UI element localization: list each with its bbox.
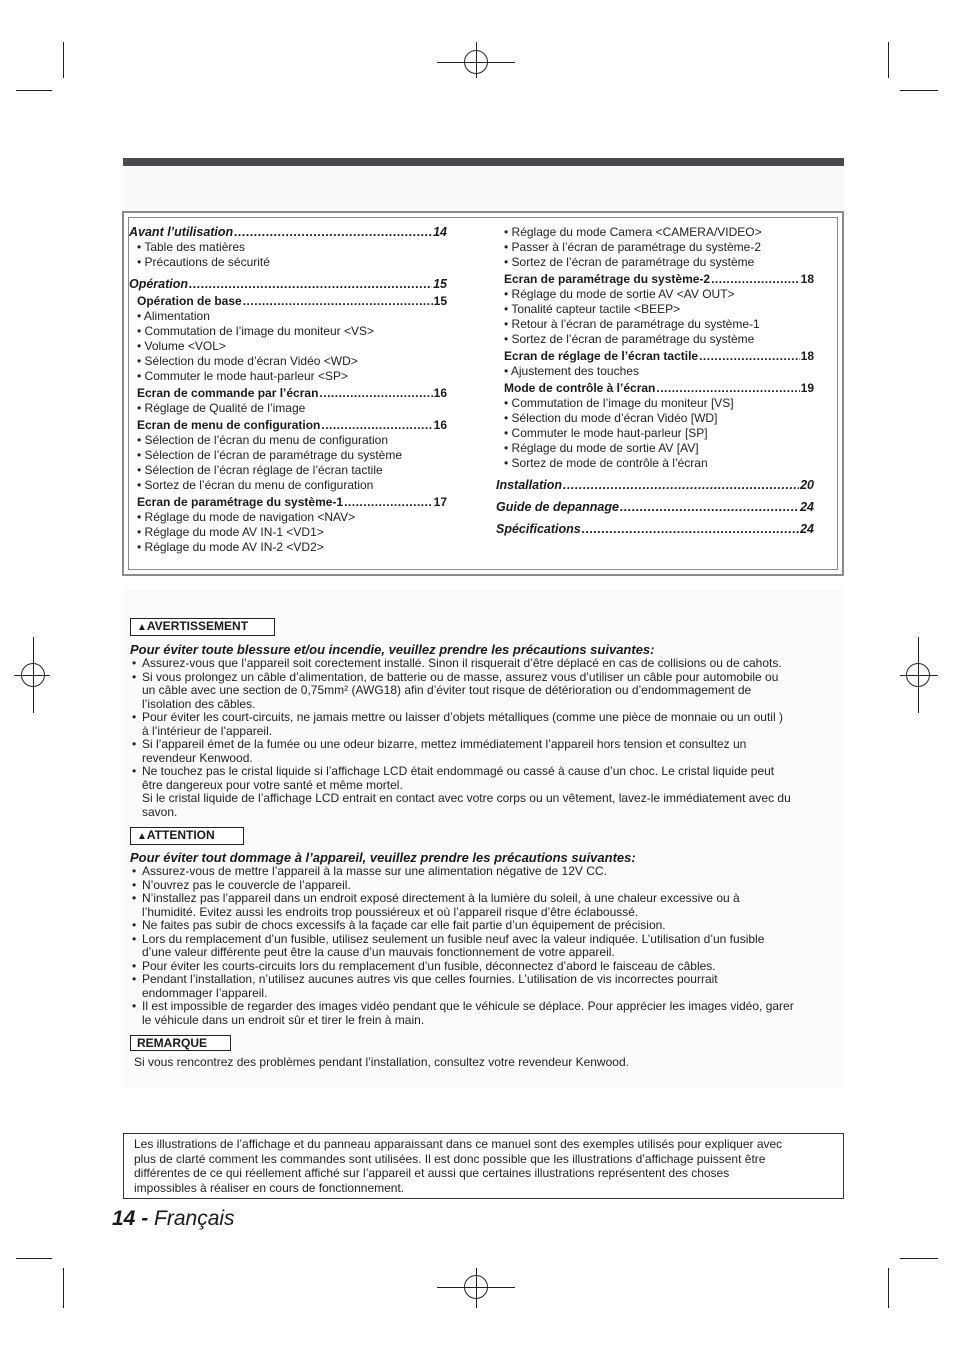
bullet-item: • Il est impossible de regarder des images vidéo pendant que le véhicule se déplace. Pour apprécier les images vidéo, garer [130, 1000, 842, 1014]
bullet-item: • N’ouvrez pas le couvercle de l’appareil. [130, 879, 842, 893]
toc-item: • Alimentation [137, 309, 210, 323]
toc-dot-leader [711, 272, 800, 287]
toc-item: • Sortez de l’écran de paramétrage du système [504, 255, 755, 269]
toc-dot-leader [319, 386, 432, 401]
toc-item: • Sélection de l’écran de paramétrage du système [137, 448, 403, 462]
toc-item: • Sélection du mode d’écran Vidéo [WD] [504, 411, 718, 425]
toc-section [496, 500, 814, 515]
toc-dot-leader [563, 478, 799, 493]
toc-subsection [496, 381, 814, 396]
bullet-item: • Assurez-vous que l’appareil soit corectement installé. Sinon il risquerait d’être déplacé en cas de collisions ou de cahots. [130, 657, 842, 671]
toc-section [129, 277, 447, 292]
toc-item: • Ajustement des touches [504, 364, 639, 378]
bullet-continuation: un câble avec une section de 0,75mm² (AWG18) afin d’éviter tout risque de détérioration ou d’endommagement de [142, 683, 752, 697]
bullet-continuation: savon. [142, 804, 178, 819]
warning-heading: Pour éviter toute blessure et/ou incendie, veuillez prendre les précautions suivantes: [130, 642, 655, 657]
toc-page-number: 18 [800, 272, 814, 286]
toc-entry-label: Guide de depannage [496, 500, 619, 514]
toc-subsection [496, 272, 814, 287]
toc-dot-leader [656, 381, 799, 396]
header-bar [123, 158, 844, 166]
toc-page-number: 16 [433, 386, 447, 400]
toc-page-number: 14 [433, 225, 447, 239]
caution-list [130, 865, 842, 1027]
caution-heading: Pour éviter tout dommage à l’appareil, veuillez prendre les précautions suivantes: [130, 850, 636, 865]
toc-page-number: 24 [800, 500, 814, 514]
toc-entry-label: Installation [496, 478, 562, 492]
toc-item: • Tonalité capteur tactile <BEEP> [504, 302, 681, 316]
bullet-continuation: revendeur Kenwood. [142, 750, 253, 765]
toc-item: • Sélection du mode d’écran Vidéo <WD> [137, 354, 358, 368]
table-of-contents [122, 211, 844, 576]
toc-spacer [496, 515, 814, 522]
toc-item: • Commuter le mode haut-parleur <SP> [137, 369, 348, 383]
toc-item: • Réglage du mode de sortie AV [AV] [504, 441, 699, 455]
toc-right-column [496, 225, 814, 537]
warning-list [130, 657, 842, 819]
illustration-disclaimer [123, 1133, 844, 1199]
bullet-item: • Ne touchez pas le cristal liquide si l’affichage LCD était endommagé ou cassé à cause d’un choc. Le cristal liquide peut [130, 765, 842, 779]
toc-subsection [129, 495, 447, 510]
toc-item: • Réglage du mode de sortie AV <AV OUT> [504, 287, 735, 301]
bullet-item: • N’installez pas l’appareil dans un endroit exposé directement à la lumière du soleil, à une chaleur excessive ou à [130, 892, 842, 906]
toc-entry-label: Avant l’utilisation [129, 225, 234, 239]
toc-dot-leader [620, 500, 799, 515]
bullet-continuation: être dangereux pour votre santé et même mortel. [142, 777, 403, 792]
toc-spacer [496, 471, 814, 478]
note-text: Si vous rencontrez des problèmes pendant l’installation, consultez votre revendeur Kenwood. [134, 1055, 629, 1069]
disclaimer-line: plus de clarté comment les commandes sont utilisées. Il est donc possible que les illustrations d’affichage puissent être [134, 1151, 766, 1166]
toc-dot-leader [243, 294, 433, 309]
bullet-continuation: endommager l’appareil. [142, 985, 268, 1000]
warning-label: ▲AVERTISSEMENT [130, 618, 275, 636]
toc-page-number: 17 [433, 495, 447, 509]
bullet-item: • Si l’appareil émet de la fumée ou une odeur bizarre, mettez immédiatement l’appareil hors tension et consultez un [130, 738, 842, 752]
toc-item: • Sortez de l’écran du menu de configuration [137, 478, 374, 492]
toc-item: • Réglage du mode de navigation <NAV> [137, 510, 356, 524]
toc-page-number: 20 [800, 478, 814, 492]
toc-left-column [129, 225, 447, 555]
bullet-item: • Pour éviter les courts-circuits lors du remplacement d’un fusible, déconnectez d’abord le faisceau de câbles. [130, 960, 842, 974]
toc-item: • Commutation de l’image du moniteur [VS] [504, 396, 734, 410]
page-language: Français [154, 1207, 235, 1230]
bullet-continuation: d’une valeur différente peut être la cause d’un mauvais fonctionnement de votre appareil. [142, 945, 615, 959]
toc-section [129, 225, 447, 240]
toc-entry-label: Spécifications [496, 522, 581, 536]
bullet-continuation: à l’intérieur de l’appareil. [142, 723, 273, 738]
toc-section [496, 522, 814, 537]
bullet-continuation: l’isolation des câbles. [142, 696, 256, 711]
toc-item: • Commutation de l’image du moniteur <VS> [137, 324, 374, 338]
page-separator: - [135, 1207, 155, 1230]
disclaimer-line: impossibles à réaliser en cours de fonctionnement. [134, 1180, 405, 1195]
toc-page-number: 16 [433, 418, 447, 432]
bullet-continuation: Si le cristal liquide de l’affichage LCD entrait en contact avec votre corps ou un vêtement, lavez-le immédiatement avec du [142, 791, 791, 805]
toc-dot-leader [189, 277, 432, 292]
toc-item: • Sélection de l’écran réglage de l’écran tactile [137, 463, 383, 477]
toc-entry-label: Ecran de menu de configuration [137, 418, 321, 432]
toc-page-number: 18 [800, 349, 814, 363]
bullet-item: • Assurez-vous de mettre l’appareil à la masse sur une alimentation négative de 12V CC. [130, 865, 842, 879]
toc-section [496, 478, 814, 493]
toc-page-number: 15 [433, 294, 447, 308]
toc-entry-label: Opération [129, 277, 189, 291]
toc-entry-label: Opération de base [137, 294, 242, 308]
toc-entry-label: Ecran de paramétrage du système-1 [137, 495, 344, 509]
note-label: REMARQUE [130, 1035, 231, 1051]
toc-page-number: 19 [800, 381, 814, 395]
toc-item: • Table des matières [137, 240, 246, 254]
toc-subsection [129, 294, 447, 309]
toc-subsection [496, 349, 814, 364]
toc-dot-leader [234, 225, 432, 240]
toc-entry-label: Ecran de réglage de l’écran tactile [504, 349, 699, 363]
caution-triangle-icon: ▲ [137, 831, 147, 842]
toc-item: • Sélection de l’écran du menu de configuration [137, 433, 389, 447]
toc-item: • Sortez de l’écran de paramétrage du système [504, 332, 755, 346]
toc-item: • Retour à l’écran de paramétrage du système-1 [504, 317, 760, 331]
bullet-item: • Lors du remplacement d’un fusible, utilisez seulement un fusible neuf avec la valeur indiquée. L’utilisation d’un fusible [130, 933, 842, 947]
bullet-continuation: le véhicule dans un endroit sûr et tirer le frein à main. [142, 1012, 425, 1027]
toc-spacer [496, 493, 814, 500]
toc-item: • Réglage du mode Camera <CAMERA/VIDEO> [504, 225, 762, 239]
toc-item: • Réglage du mode AV IN-1 <VD1> [137, 525, 324, 539]
toc-dot-leader [344, 495, 433, 510]
header-shade [123, 166, 844, 210]
toc-entry-label: Ecran de commande par l’écran [137, 386, 319, 400]
toc-dot-leader [321, 418, 432, 433]
bullet-item: • Ne faites pas subir de chocs excessifs à la façade car elle fait partie d’un équipement de précision. [130, 919, 842, 933]
caution-label: ▲ATTENTION [130, 827, 244, 845]
toc-item: • Précautions de sécurité [137, 255, 270, 269]
toc-dot-leader [582, 522, 799, 537]
bullet-item: • Pendant l’installation, n’utilisez aucunes autres vis que celles fournies. L’utilisation de vis incorrectes pourrait [130, 973, 842, 987]
toc-subsection [129, 386, 447, 401]
disclaimer-line: Les illustrations de l’affichage et du panneau apparaissant dans ce manuel sont des exemples utilisés pour expliquer avec [134, 1137, 783, 1151]
toc-item: • Sortez de mode de contrôle à l’écran [504, 456, 708, 470]
toc-page-number: 15 [433, 277, 447, 291]
toc-page-number: 24 [800, 522, 814, 536]
toc-entry-label: Mode de contrôle à l’écran [504, 381, 656, 395]
disclaimer-line: différentes de ce qui réellement affiché sur l’appareil et aussi que certaines illustrations représentent des choses [134, 1166, 730, 1180]
page-footer [112, 1207, 235, 1231]
toc-item: • Commuter le mode haut-parleur [SP] [504, 426, 708, 440]
toc-item: • Réglage du mode AV IN-2 <VD2> [137, 540, 324, 554]
warning-triangle-icon: ▲ [137, 622, 147, 633]
toc-subsection [129, 418, 447, 433]
toc-entry-label: Ecran de paramétrage du système-2 [504, 272, 711, 286]
bullet-item: • Pour éviter les court-circuits, ne jamais mettre ou laisser d’objets métalliques (comme une pièce de monnaie ou un outil ) [130, 711, 842, 725]
toc-dot-leader [699, 349, 800, 364]
bullet-item: • Si vous prolongez un câble d’alimentation, de batterie ou de masse, assurez vous d’utiliser un câble pour automobile ou [130, 671, 842, 685]
bullet-continuation: l’humidité. Evitez aussi les endroits trop poussiéreux et où l’appareil risque d’être éclaboussé. [142, 904, 639, 919]
toc-item: • Volume <VOL> [137, 339, 226, 353]
page-number: 14 [112, 1207, 136, 1230]
toc-item: • Passer à l’écran de paramétrage du système-2 [504, 240, 761, 254]
toc-item: • Réglage de Qualité de l’image [137, 401, 306, 415]
toc-spacer [129, 270, 447, 277]
